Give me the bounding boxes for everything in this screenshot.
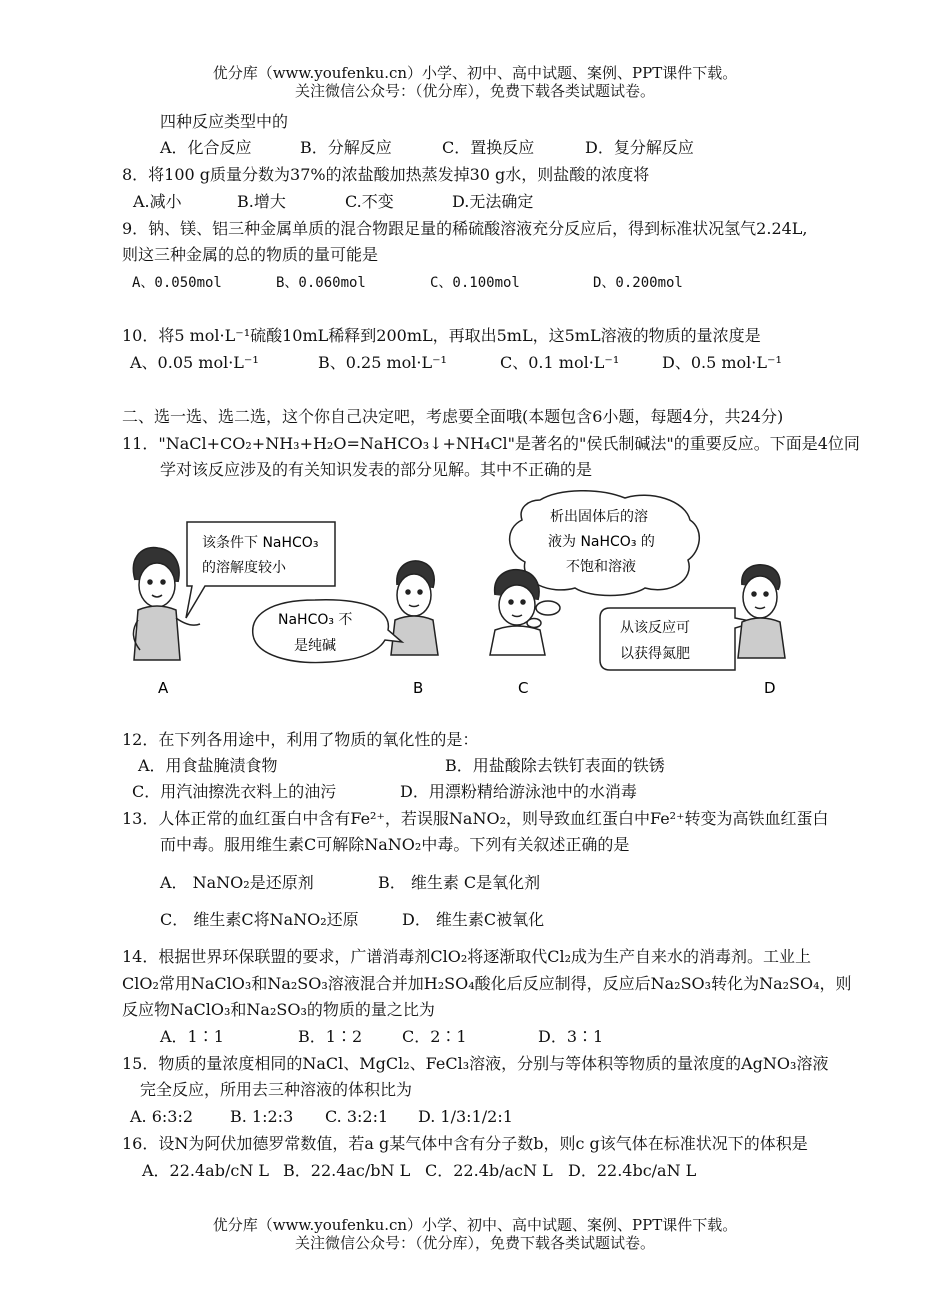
bubble-d-line-2: 以获得氮肥 xyxy=(620,646,690,662)
q14-stem-line-3: 反应物NaClO₃和Na₂SO₃的物质的量之比为 xyxy=(122,1000,435,1019)
footer-line-1: 优分库（www.youfenku.cn）小学、初中、高中试题、案例、PPT课件下载。 xyxy=(212,1216,738,1234)
bubble-b-line-2: 是纯碱 xyxy=(294,638,336,654)
q13-option-a: A． NaNO₂是还原剂 xyxy=(160,873,314,892)
q9-option-a: A、0.050mol xyxy=(132,275,222,291)
q15-option-d: D. 1/3:1/2:1 xyxy=(418,1107,513,1126)
bubble-c-line-1: 析出固体后的溶 xyxy=(550,509,648,525)
q8-option-d: D.无法确定 xyxy=(452,192,534,211)
q10-option-b: B、0.25 mol·L⁻¹ xyxy=(318,353,447,372)
q16-option-d: D．22.4bc/aN L xyxy=(568,1161,697,1180)
person-c-figure xyxy=(490,570,545,655)
q15-option-a: A. 6:3:2 xyxy=(130,1107,194,1126)
q9-option-b: B、0.060mol xyxy=(276,275,366,291)
q9-option-d: D、0.200mol xyxy=(593,275,683,291)
q11-illustration xyxy=(0,490,950,705)
q15-stem-line-1: 15．物质的量浓度相同的NaCl、MgCl₂、FeCl₃溶液，分别与等体积等物质的量浓度的AgNO₃溶液 xyxy=(122,1054,829,1073)
label-a: A xyxy=(158,679,169,697)
q14-option-c: C．2∶1 xyxy=(402,1027,467,1046)
header-line-2: 关注微信公众号：（优分库），免费下载各类试题试卷。 xyxy=(294,82,655,100)
bubble-d-line-1: 从该反应可 xyxy=(620,620,690,636)
q12-option-c: C．用汽油擦洗衣料上的油污 xyxy=(132,782,337,801)
label-b: B xyxy=(413,679,424,697)
q8-option-b: B.增大 xyxy=(237,192,286,211)
q7-option-c: C．置换反应 xyxy=(442,138,535,157)
q15-option-c: C. 3:2:1 xyxy=(325,1107,389,1126)
q7-option-a: A．化合反应 xyxy=(160,138,252,157)
q16-stem: 16．设N为阿伏加德罗常数值，若a g某气体中含有分子数b，则c g该气体在标准状况下的体积是 xyxy=(122,1134,808,1153)
q9-stem-line-2: 则这三种金属的总的物质的量可能是 xyxy=(122,245,379,264)
bubble-a-line-2: 的溶解度较小 xyxy=(202,560,286,576)
q12-option-d: D．用漂粉精给游泳池中的水消毒 xyxy=(400,782,637,801)
bubble-c-line-3: 不饱和溶液 xyxy=(566,559,636,575)
q7-continuation: 四种反应类型中的 xyxy=(160,112,289,131)
label-c: C xyxy=(518,679,529,697)
bubble-b-line-1: NaHCO₃ 不 xyxy=(278,612,353,628)
q16-option-a: A．22.4ab/cN L xyxy=(142,1161,270,1180)
label-d: D xyxy=(764,679,776,697)
bubble-a-line-1: 该条件下 NaHCO₃ xyxy=(202,535,319,551)
header-line-1: 优分库（www.youfenku.cn）小学、初中、高中试题、案例、PPT课件下载。 xyxy=(212,64,738,82)
q8-option-a: A.减小 xyxy=(133,192,182,211)
q14-option-a: A．1∶1 xyxy=(160,1027,224,1046)
q10-option-a: A、0.05 mol·L⁻¹ xyxy=(130,353,259,372)
q14-option-d: D．3∶1 xyxy=(538,1027,604,1046)
q12-stem: 12．在下列各用途中，利用了物质的氧化性的是： xyxy=(122,730,479,749)
q12-option-a: A．用食盐腌渍食物 xyxy=(138,756,278,775)
q8-option-c: C.不变 xyxy=(345,192,394,211)
q14-stem-line-2: ClO₂常用NaClO₃和Na₂SO₃溶液混合并加H₂SO₄酸化后反应制得，反应后Na₂SO₃转化为Na₂SO₄，则 xyxy=(122,974,852,993)
q14-stem-line-1: 14．根据世界环保联盟的要求，广谱消毒剂ClO₂将逐渐取代Cl₂成为生产自来水的消毒剂。工业上 xyxy=(122,947,812,966)
q15-option-b: B. 1:2:3 xyxy=(230,1107,294,1126)
q10-option-d: D、0.5 mol·L⁻¹ xyxy=(662,353,782,372)
q7-option-d: D．复分解反应 xyxy=(585,138,694,157)
q13-option-b: B． 维生素 C是氧化剂 xyxy=(378,873,541,892)
q15-stem-line-2: 完全反应，所用去三种溶液的体积比为 xyxy=(140,1080,413,1099)
q14-option-b: B．1∶2 xyxy=(298,1027,363,1046)
q10-stem: 10．将5 mol·L⁻¹硫酸10mL稀释到200mL，再取出5mL，这5mL溶液的物质的量浓度是 xyxy=(122,326,761,345)
q11-stem-line-1: 11．"NaCl+CO₂+NH₃+H₂O=NaHCO₃↓+NH₄Cl"是著名的"侯氏制碱法"的重要反应。下面是4位同 xyxy=(122,434,860,453)
q13-option-c: C． 维生素C将NaNO₂还原 xyxy=(160,910,359,929)
footer-line-2: 关注微信公众号：（优分库），免费下载各类试题试卷。 xyxy=(294,1234,655,1252)
q7-option-b: B．分解反应 xyxy=(300,138,392,157)
q16-option-b: B．22.4ac/bN L xyxy=(283,1161,411,1180)
q10-option-c: C、0.1 mol·L⁻¹ xyxy=(500,353,620,372)
q16-option-c: C．22.4b/acN L xyxy=(425,1161,553,1180)
section-2-heading: 二、选一选、选二选，这个你自己决定吧，考虑要全面哦(本题包含6小题，每题4分，共24分) xyxy=(122,407,784,426)
q12-option-b: B．用盐酸除去铁钉表面的铁锈 xyxy=(445,756,665,775)
q9-option-c: C、0.100mol xyxy=(430,275,520,291)
q13-stem-line-1: 13．人体正常的血红蛋白中含有Fe²⁺，若误服NaNO₂，则导致血红蛋白中Fe²⁺转变为高铁血红蛋白 xyxy=(122,809,829,828)
q9-stem-line-1: 9．钠、镁、铝三种金属单质的混合物跟足量的稀硫酸溶液充分反应后，得到标准状况氢气2.24L, xyxy=(122,219,808,238)
bubble-c-line-2: 液为 NaHCO₃ 的 xyxy=(548,534,655,550)
q11-stem-line-2: 学对该反应涉及的有关知识发表的部分见解。其中不正确的是 xyxy=(160,460,593,479)
q13-option-d: D． 维生素C被氧化 xyxy=(402,910,545,929)
q8-stem: 8．将100 g质量分数为37%的浓盐酸加热蒸发掉30 g水，则盐酸的浓度将 xyxy=(122,165,650,184)
q13-stem-line-2: 而中毒。服用维生素C可解除NaNO₂中毒。下列有关叙述正确的是 xyxy=(160,835,630,854)
person-d-figure xyxy=(738,565,785,658)
